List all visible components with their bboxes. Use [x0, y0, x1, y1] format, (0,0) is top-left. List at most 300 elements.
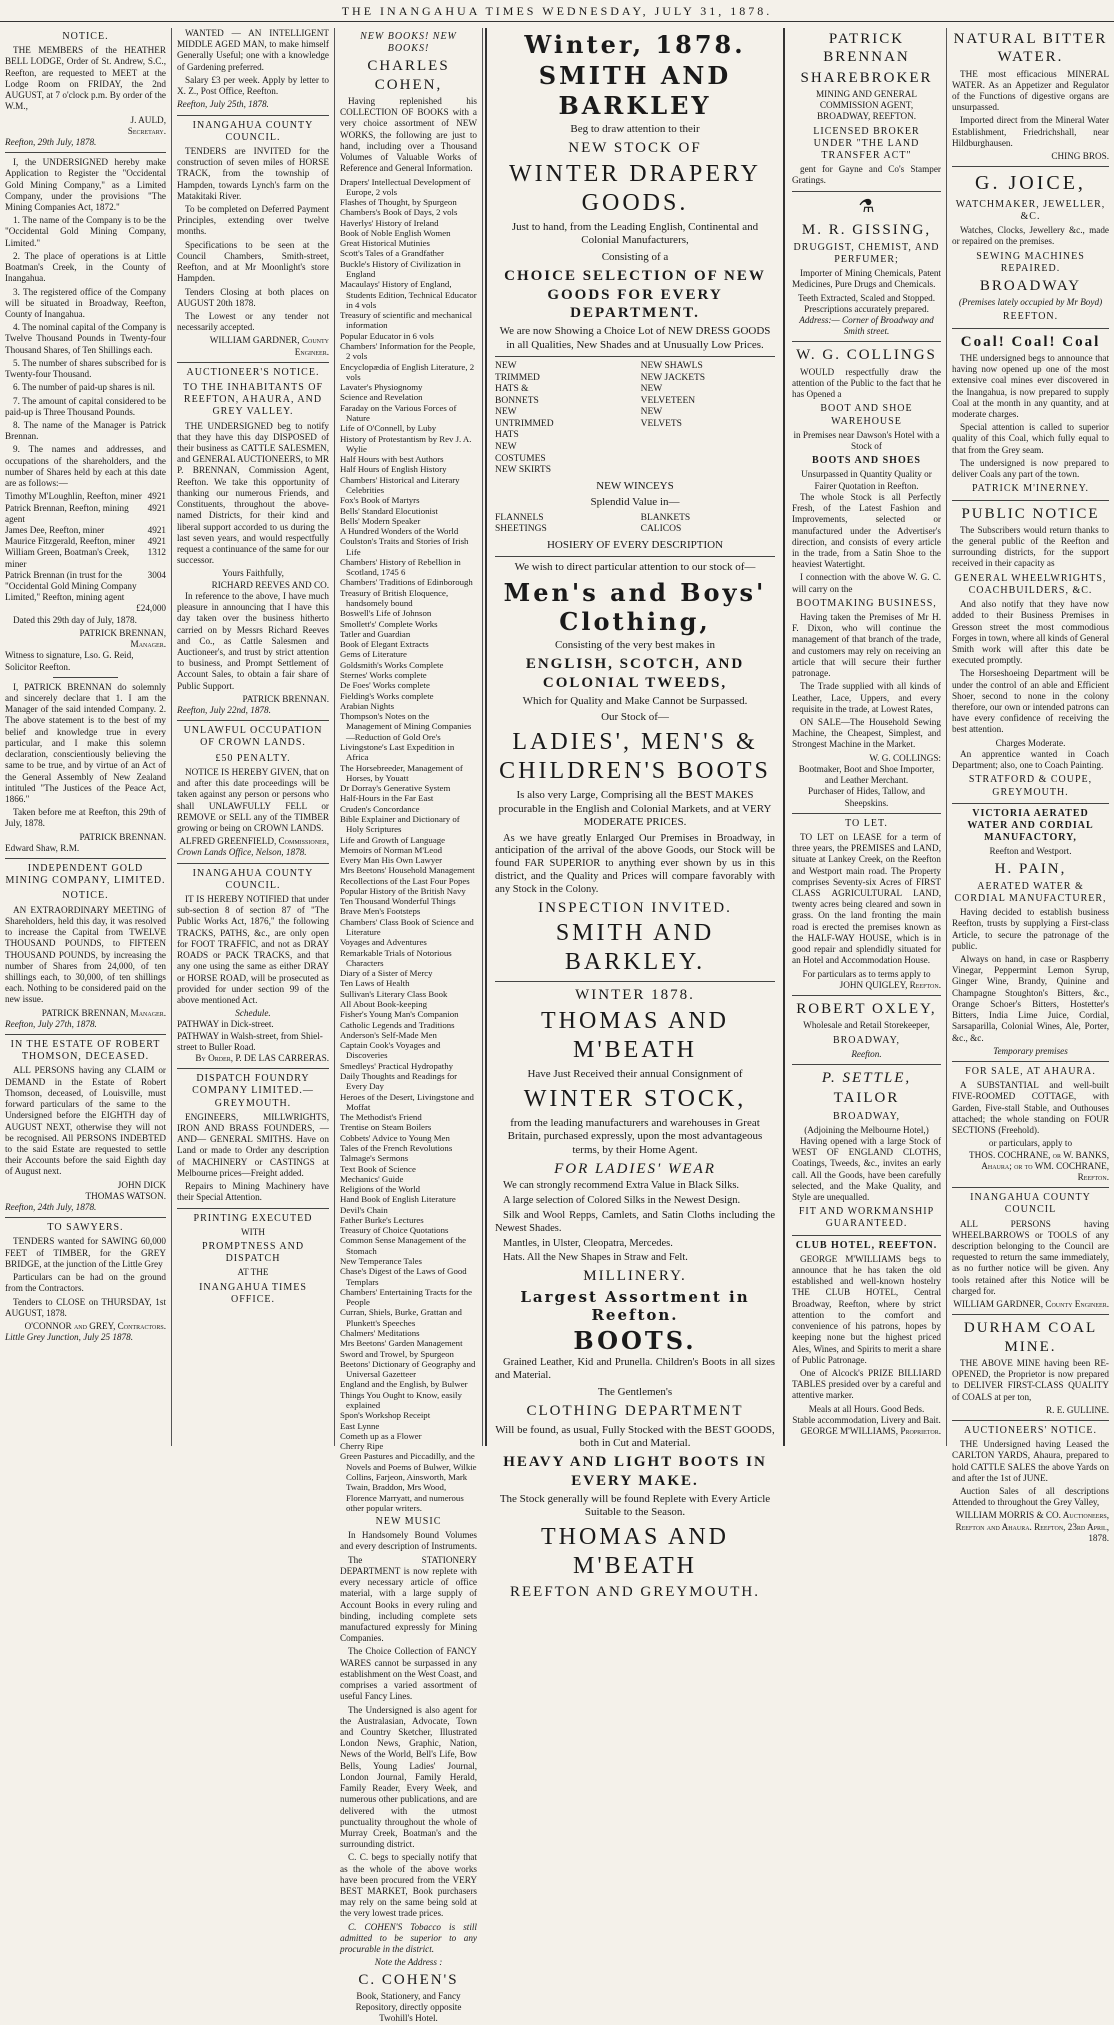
- manager-title: Manager.: [130, 639, 166, 650]
- colored-line: A large selection of Colored Silks in the Newest Design.: [503, 1195, 741, 1207]
- book-item: Cherry Ripe: [340, 1441, 384, 1452]
- divider: [177, 863, 329, 864]
- victoria-heading: VICTORIA AERATED WATER AND CORDIAL MANUFACTORY,: [967, 807, 1094, 844]
- ahaura-notice: A SUBSTANTIAL and well-built FIVE-ROOMED COTTAGE, with Garden, Five-stall Stable, and Outhouses attached; the whole standing on FOUR SECTIONS (Freehold).: [952, 1080, 1109, 1136]
- oxley-broadway: BROADWAY,: [832, 1034, 901, 1046]
- book-item: Bible Explainer and Dictionary of Holy Scriptures: [340, 813, 460, 835]
- joice-heading: G. JOICE,: [975, 172, 1086, 195]
- replete-line: The Stock generally will be found Replete with Every Article Suitable to the Season.: [499, 1493, 771, 1519]
- decided-notice: Having decided to establish business Reefton, trusts by supplying a First-class Article, to secure the patronage of the public.: [952, 907, 1109, 951]
- book-item: Life and Growth of Language: [340, 834, 446, 845]
- book-item: Haverlys' History of Ireland: [340, 217, 439, 228]
- gissing-heading: M. R. GISSING,: [801, 221, 932, 238]
- printing-office: INANGAHUA TIMES OFFICE.: [199, 1281, 307, 1305]
- shareholder-row: Timothy M'Loughlin, Reefton, miner 4921: [5, 491, 166, 502]
- brennan-heading: PATRICK BRENNAN: [823, 31, 910, 66]
- occidental-item: 3. The registered office of the Company will be situated in Broadway, Reefton, County of Inangahua.: [5, 286, 166, 319]
- smith-barkley-heading: SMITH AND BARKLEY: [538, 61, 732, 120]
- coal-heading: Coal! Coal! Coal: [960, 333, 1101, 350]
- column-1: [0, 28, 172, 1446]
- book-item: Boswell's Life of Johnson: [340, 608, 432, 619]
- unlawful-notice: NOTICE IS HEREBY GIVEN, that on and after this date proceedings will be taken against any person or persons who shall UNLAWFULLY FELL or REMOVE or SELL any of the TIMBER growing or being on CROWN LANDS.: [177, 766, 329, 833]
- address-label: Note the Address :: [374, 1957, 443, 1968]
- gardner-signature: WILLIAM GARDNER, County Engineer.: [953, 1299, 1109, 1310]
- book-item: Book of Elegant Extracts: [340, 639, 429, 650]
- independent-signature: PATRICK BRENNAN, Manager.: [41, 1007, 166, 1018]
- book-item: A Hundred Wonders of the World: [340, 526, 459, 537]
- declaration: I, PATRICK BRENNAN do solemnly and sincerely declare that 1. I am the Manager of the said intended Company. 2. The above statement is to the best of my belief and knowledge true in every particular, and I make this solemn declaration, conscientiously believing the same to be true, and by virtue of an Act of the General Assembly of New Zealand intituled "The Justices of the Peace Act, 1866.": [5, 681, 166, 804]
- sawyers-notice: TENDERS wanted for SAWING 60,000 FEET of TIMBER, for the GREY BRIDGE, at the junction of the Little Grey: [5, 1236, 166, 1269]
- hats-line: Hats. All the New Shapes in Straw and Felt.: [503, 1252, 688, 1264]
- will-be-found: Will be found, as usual, Fully Stocked with the BEST GOODS, both in Cut and Material.: [495, 1423, 775, 1450]
- works-notice: IT IS HEREBY NOTIFIED that under sub-section 8 of section 87 of "The Public Works Act, 1876," the following TRACKS, PATHS, &c., are only open for FOOT TRAFFIC, and not as DRAY ROADS or PACK TRACKS, and that any one using the same as either DRAY or HORSE ROAD, will be prosecuted as provided for under section 99 of the above mentioned Act.: [177, 893, 329, 1005]
- mcinerney-signature: PATRICK M'INERNEY.: [971, 483, 1090, 495]
- independent-notice: AN EXTRAORDINARY MEETING of Shareholders, held this day, it was resolved to increase the Capital from TWELVE THOUSAND POUNDS, to FIFTEEN THOUSAND POUNDS, by increasing the number of Shares from 24,000, of ten shillings each, to 30,000, of ten shillings each. Nothing to be considered paid on the new issue.: [5, 904, 166, 1005]
- connection-line: I connection with the above W. G. C. will carry on the: [792, 572, 941, 594]
- cohen-intro: Having replenished his COLLECTION OF BOOKS with a very choice assortment of NEW WORKS, the following are just to hand, including over a Thousand Volumes of Valuable Works of Reference and General Information.: [340, 95, 477, 174]
- book-item: Father Burke's Lectures: [340, 1214, 424, 1225]
- book-item: Thompson's Notes on the Management of Mining Companies—Reduction of Gold Ore's: [340, 711, 472, 742]
- book-item: Half Hours with best Authors: [340, 454, 444, 465]
- ching-signature: CHING BROS.: [1051, 151, 1109, 162]
- goods-list-2: FLANNELS SHEETINGS BLANKETS CALICOS: [495, 512, 691, 535]
- coal-special: Special attention is called to superior quality of this Coal, which fully equal to that from the Grey seam.: [952, 422, 1109, 455]
- location-footer: REEFTON AND GREYMOUTH.: [510, 1584, 760, 1601]
- sawyers-heading: TO SAWYERS.: [47, 1222, 124, 1234]
- book-item: Buckle's History of Civilization in England: [340, 258, 461, 280]
- club-notice: GEORGE M'WILLIAMS begs to announce that he has taken the old established and well-known hostelry THE CLUB HOTEL, Central Broadway, Reefton, where by strict attention to the comfort and convenience of his patrons, hopes by keeping none but the highest priced Ales, Wines, and Spirits to merit a share of Public Patronage.: [792, 1253, 941, 1365]
- lodge-signature: J. AULD,: [130, 114, 166, 125]
- brennan-date: Reefton, July 22nd, 1878.: [177, 705, 271, 716]
- book-item: Talmage's Sermons: [340, 1153, 409, 1164]
- forges-notice: And also notify that they have now added to their Business Premises in Gresson street the most commodious Forges in town, where all kinds of General Smith work will after this date be executed promptly.: [952, 599, 1110, 666]
- book-item: Tales of the French Revolutions: [340, 1142, 453, 1153]
- auctioneer-yours: Yours Faithfully,: [222, 568, 284, 579]
- printing-at: AT THE: [237, 1267, 269, 1278]
- book-item: Every Man His Own Lawyer: [340, 855, 443, 866]
- drapery-heading: WINTER DRAPERY GOODS.: [509, 160, 761, 216]
- commissioner-signature: ALFRED GREENFIELD, Commissioner,: [179, 836, 329, 847]
- oxley-heading: ROBERT OXLEY,: [796, 1001, 937, 1017]
- beg-line: Beg to draw attention to their: [570, 122, 700, 135]
- column-5: [787, 28, 947, 1446]
- book-item: Hand Book of English Literature: [340, 1194, 456, 1205]
- council-notice: ALL PERSONS having WHEELBARROWS or TOOLS of any description belonging to the Council are requested to return the same immediately, as no further notice will be given. Any tools retained after this Notice will be charged for.: [952, 1218, 1109, 1296]
- just-to-hand: Just to hand, from the Leading English, Continental and Colonial Manufacturers,: [511, 221, 759, 247]
- divider: [792, 813, 941, 814]
- divider: [952, 1420, 1109, 1421]
- manager-signature: PATRICK BRENNAN,: [79, 627, 166, 638]
- book-item: Bells' Modern Speaker: [340, 515, 421, 526]
- book-item: Livingstone's Last Expedition in Africa: [340, 741, 455, 763]
- divider: [792, 341, 941, 342]
- council-heading: INANGAHUA COUNTY COUNCIL: [970, 1192, 1091, 1216]
- unsurpassed-line: Unsurpassed in Quantity Quality or Fairer Quotation in Reefton.: [801, 469, 932, 491]
- ahaura-heading: FOR SALE, AT AHAURA.: [965, 1066, 1096, 1078]
- reefton-line: REEFTON.: [1002, 311, 1059, 323]
- hosiery: HOSIERY OF EVERY DESCRIPTION: [546, 538, 724, 551]
- divider: [952, 1061, 1109, 1062]
- foundry-repairs: Repairs to Mining Machinery have their Special Attention.: [177, 1181, 329, 1203]
- works-item: PATHWAY in Dick-street.: [177, 1019, 274, 1030]
- winter-stock-heading: WINTER STOCK,: [523, 1085, 747, 1112]
- stable-line: Stable accommodation, Livery and Bait.: [792, 1414, 941, 1425]
- licensed-line: LICENSED BROKER UNDER "THE LAND TRANSFER ACT": [813, 125, 920, 161]
- cohen-footer: C. COHEN'S: [358, 1971, 459, 1988]
- notice-heading: NOTICE.: [62, 890, 109, 902]
- club-heading: CLUB HOTEL, REEFTON.: [795, 1239, 938, 1251]
- occidental-application: I, the UNDERSIGNED hereby make Application to Register the "Occidental Gold Mining Company," as a Limited Company, under the provisions "The Mining Companies Act, 1872.": [5, 157, 166, 213]
- temporary-line: Temporary premises: [993, 1045, 1068, 1056]
- book-item: Chambers' Traditions of Edinborough: [340, 577, 473, 588]
- auctioneer-heading: AUCTIONEER'S NOTICE.: [186, 366, 320, 378]
- occidental-item: 8. The name of the Manager is Patrick Brennan.: [5, 419, 166, 442]
- tailor-heading: TAILOR: [833, 1090, 900, 1107]
- music-desc: In Handsomely Bound Volumes and every description of Instruments.: [340, 1530, 478, 1552]
- occidental-item: 4. The nominal capital of the Company is Twelve Thousand Pounds in Twenty-four Thousand Shares, of Ten Shillings each.: [5, 322, 166, 355]
- auctioneer-notice: THE UNDERSIGNED beg to notify that they have this day DISPOSED of their business as CATTLE SALESMEN, and GENERAL AUCTIONEERS, to MR P. BRENNAN, Commission Agent, Reefton. We take this opportunity of thanking our numerous Friends, and Constituents, throughout the above-named Districts, for their kind and liberal support accorded to us during the last seven years, and would respectfully request a continuance of the same for our successor.: [177, 420, 330, 566]
- music-heading: NEW MUSIC: [375, 1516, 442, 1528]
- book-list: [340, 177, 477, 1514]
- cochrane-signature: THOS. COCHRANE, or W. BANKS, Ahaura; or to WM. COCHRANE, Reefton.: [968, 1149, 1109, 1182]
- sawyers-particulars: Particulars can be had on the ground from the Contractors.: [5, 1272, 166, 1294]
- book-item: Mechanics' Guide: [340, 1173, 404, 1184]
- foundry-heading: DISPATCH FOUNDRY COMPANY LIMITED.—GREYMOUTH.: [192, 1073, 314, 1109]
- millinery-heading: MILLINERY.: [583, 1268, 687, 1285]
- divider: [952, 1187, 1109, 1188]
- book-item: Cruden's Concordance: [340, 803, 420, 814]
- book-item: Chambers' Entertaining Tracts for the People: [340, 1286, 473, 1308]
- book-item: Chase's Digest of the Laws of Good Templars: [340, 1266, 467, 1287]
- consisting: Consisting of a: [601, 250, 669, 263]
- divider: [792, 1064, 941, 1065]
- book-item: Remarkable Trials of Notorious Characters: [340, 947, 452, 968]
- book-item: New Temperance Tales: [340, 1256, 422, 1267]
- book-item: Chambers' History of Rebellion in Scotland, 1745 6: [340, 556, 461, 578]
- settle-heading: P. SETTLE,: [821, 1069, 912, 1086]
- agent-desc: The Undersigned is also agent for the Australasian, Advocate, Town and Country Sketcher, Illustrated London News, Graphic, Nation, News of the World, Bell's Life, Bow Bells, Young Ladies' Journal, London Journal, Family Herald, Family Reader, Every Week, and numerous other publications, and are delivered with the utmost punctuality throughout the whole of Murray Creek, Boatman's and the surrounding district.: [340, 1704, 477, 1850]
- book-item: Catholic Legends and Traditions: [340, 1019, 455, 1030]
- gayne-line: gent for Gayne and Co's Stamper Gratings.: [792, 164, 941, 186]
- winter-heading: Winter, 1878.: [524, 30, 746, 59]
- broadway-heading: BROADWAY: [979, 277, 1082, 294]
- column-6: [947, 28, 1114, 1543]
- horseshoeing-notice: The Horseshoeing Department will be under the control of an able and Efficient Shoer, second to none in the colony therefore, our own or intended patrons can have every confidence of receiving the best attention.: [952, 668, 1109, 735]
- book-item: Religions of the World: [340, 1184, 421, 1195]
- column-3: [335, 28, 483, 2024]
- book-item: Tatler and Guardian: [340, 628, 411, 639]
- estate-signature: THOMAS WATSON.: [85, 1190, 166, 1201]
- works-signature: By Order, P. DE LAS CARRERAS.: [195, 1053, 329, 1064]
- book-item: All About Book-keeping: [340, 999, 427, 1009]
- showing-line: We are now Showing a Choice Lot of NEW DRESS GOODS in all Qualities, New Shades and at Unusually Low Prices.: [499, 325, 771, 351]
- sewing-heading: SEWING MACHINES REPAIRED.: [976, 250, 1085, 274]
- smith-barkley-footer: SMITH AND BARKLEY.: [555, 919, 715, 976]
- divider: [792, 995, 941, 996]
- premises-line: in Premises near Dawson's Hotel with a Stock of: [793, 429, 940, 452]
- divider: [5, 858, 166, 859]
- grained-line: Grained Leather, Kid and Prunella. Children's Boots in all sizes and Material.: [495, 1357, 775, 1382]
- book-item: The Methodist's Friend: [340, 1112, 422, 1123]
- book-item: Devil's Chain: [340, 1204, 388, 1215]
- meals-line: Meals at all Hours. Good Beds.: [808, 1403, 925, 1414]
- our-stock: Our Stock of—: [601, 711, 669, 724]
- boots-shoes-heading: BOOTS AND SHOES: [812, 455, 921, 467]
- book-item: Dr Dorray's Generative System: [340, 783, 451, 794]
- consisting-2: Consisting of the very best makes in: [554, 639, 716, 652]
- coal-deliver: The undersigned is now prepared to deliver Coals any part of the town.: [952, 457, 1109, 480]
- book-item: Goldsmith's Works Complete: [340, 659, 444, 670]
- durham-notice: THE ABOVE MINE having been RE-OPENED, the Proprietor is now prepared to DELIVER FIRST-CLASS QUALITY of COALS at per ton,: [952, 1357, 1109, 1402]
- book-item: Bells' Standard Elocutionist: [340, 505, 438, 516]
- book-item: Fox's Book of Martyrs: [340, 495, 420, 506]
- thomas-footer: THOMAS AND M'BEATH: [540, 1523, 729, 1580]
- boots-desc: Is also very Large, Comprising all the BEST MAKES procurable in the English and Colonial Markets, and at VERY MODERATE PRICES.: [498, 789, 772, 829]
- divider: [177, 1208, 329, 1209]
- wanted-date: Reefton, July 25th, 1878.: [177, 99, 269, 110]
- auctioneers-notice: THE Undersigned having Leased the CARLTON YARDS, Ahaura, prepared to hold CATTLE SALES the above Yards on and after the 1st of JUNE.: [952, 1439, 1109, 1483]
- bitter-notice: THE most efficacious MINERAL WATER. As an Appetizer and Regulator of the Functions of digestive organs are unsurpassed.: [952, 68, 1109, 113]
- book-item: Drapers' Intellectual Development of Europe, 2 vols: [340, 176, 471, 197]
- book-item: Half Hours of English History: [340, 464, 447, 475]
- column-4: [485, 28, 785, 1601]
- lodge-date: Reefton, 29th July, 1878.: [5, 136, 97, 147]
- taken-before: Taken before me at Reefton, this 29th of July, 1878.: [5, 807, 166, 829]
- mining-agent: MINING AND GENERAL COMMISSION AGENT,: [815, 88, 918, 111]
- new-stock: NEW STOCK OF: [568, 140, 702, 157]
- gulline-signature: R. E. GULLINE.: [1045, 1404, 1109, 1415]
- crown-office: Crown Lands Office, Nelson, 1878.: [177, 847, 307, 858]
- club-signature: GEORGE M'WILLIAMS, Proprietor.: [800, 1426, 941, 1437]
- apply-line: or particulars, apply to: [988, 1138, 1073, 1149]
- watches-line: Watches, Clocks, Jewellery &c., made or repaired on the premises.: [952, 225, 1109, 247]
- book-item: Captain Cook's Voyages and Discoveries: [340, 1040, 441, 1061]
- ladies-wear-heading: FOR LADIES' WEAR: [554, 1161, 716, 1178]
- auctioneer-address: TO THE INHABITANTS OF REEFTON, AHAURA, AND GREY VALLEY.: [182, 382, 324, 418]
- tenders-specs: Specifications to be seen at the Council Chambers, Smith-street, Reefton, and at Mr Moonlight's store Hampden.: [177, 239, 329, 284]
- wish-line: We wish to direct particular attention to our stock of—: [514, 561, 756, 574]
- book-item: Recollections of the Last Four Popes: [340, 875, 470, 886]
- divider: [5, 1034, 166, 1035]
- unlawful-heading: UNLAWFUL OCCUPATION OF CROWN LANDS.: [183, 725, 323, 749]
- book-item: Heroes of the Desert, Livingstone and Moffat: [340, 1091, 474, 1112]
- book-item: Treasury of scientific and mechanical information: [340, 310, 473, 331]
- settle-notice: Having opened with a large Stock of WEST OF ENGLAND CLOTHS, Coatings, Tweeds, &c., invites an early call. All the Goods, have been carefully selected, and the Make Quality, and Style are unequalled.: [792, 1135, 941, 1203]
- inspection-heading: INSPECTION INVITED.: [538, 899, 732, 916]
- sawyers-signature: O'CONNOR and GREY, Contractors.: [24, 1320, 166, 1331]
- book-item: Ten Thousand Wonderful Things: [340, 896, 456, 907]
- book-item: Green Pastures and Piccadilly, and the Novels and Poems of Bulwer, Wilkie Collins, Farjeon, Ainsworth, Mark Twain, Braddon, Mrs Wood, Florence Marryatt, and numerous other popular writers.: [340, 1451, 477, 1513]
- book-item: Treasury of Choice Quotations: [340, 1225, 449, 1236]
- book-item: Book of Noble English Women: [340, 227, 451, 238]
- column-2: [172, 28, 335, 1446]
- estate-notice: ALL PERSONS having any CLAIM or DEMAND in the Estate of Robert Thomson, deceased, of Louisville, must forward particulars of the same to the Undersigned before the EIGHTH day of AUGUST NEXT, otherwise they will not be recognised. All PERSONS INDEBTED to the said Estate are requested to settle their Accounts before the said Eighth day of August next.: [5, 1065, 166, 1177]
- divider: [952, 328, 1109, 329]
- premises-line: (Premises lately occupied by Mr Boyd): [958, 297, 1103, 308]
- book-item: England and the English, by Bulwer: [340, 1379, 468, 1390]
- book-item: Sullivan's Literary Class Book: [340, 988, 448, 999]
- tobacco-note: C. C. begs to specially notify that as the whole of the above works have been procured from the VERY BEST MARKET, Book purchasers may rely on the same being sold at the very lowest trade prices.: [340, 1852, 477, 1919]
- printing-heading: PRINTING EXECUTED: [193, 1212, 313, 1224]
- book-item: Popular History of the British Navy: [340, 885, 466, 896]
- thomas-heading: THOMAS AND M'BEATH: [540, 1007, 729, 1063]
- book-item: Anderson's Self-Made Men: [340, 1029, 437, 1040]
- book-item: Lavater's Physiognomy: [340, 382, 423, 393]
- book-item: Common Sense Management of the Stomach: [340, 1235, 467, 1256]
- book-item: East Lynne: [340, 1420, 380, 1431]
- mens-clothing-heading: Men's and Boys' Clothing,: [503, 577, 767, 636]
- apprentice-line: An apprentice wanted in Coach Department; also, one to Coach Painting.: [952, 748, 1109, 771]
- schedule-label: Schedule.: [235, 1008, 271, 1019]
- quigley-signature: JOHN QUIGLEY, Reefton.: [839, 979, 941, 990]
- magistrate: Edward Shaw, R.M.: [5, 842, 80, 853]
- book-item: Beetons' Dictionary of Geography and Universal Gazetteer: [340, 1358, 476, 1380]
- divider: [177, 720, 329, 721]
- adjoining-line: (Adjoining the Melbourne Hotel,): [804, 1124, 929, 1135]
- tenders-notice: TENDERS are INVITED for the construction of seven miles of HORSE TRACK, from the township of Hampden, towards Lynch's farm on the Matakitaki River.: [177, 145, 329, 201]
- charges-line: Charges Moderate.: [995, 737, 1066, 748]
- divider: [952, 1314, 1109, 1315]
- sharebroker-heading: SHAREBROKER: [800, 69, 933, 86]
- book-item: Fisher's Young Man's Companion: [340, 1009, 459, 1020]
- pain-heading: H. PAIN,: [994, 860, 1067, 877]
- penalty-heading: £50 PENALTY.: [215, 752, 291, 764]
- imported-line: Imported direct from the Mineral Water Establishment, Friedrichshall, near Hildburghausen.: [952, 115, 1109, 148]
- reeves-signature: RICHARD REEVES AND CO.: [211, 579, 329, 590]
- divider: [792, 191, 941, 192]
- council-heading: INANGAHUA COUNTY COUNCIL.: [192, 119, 314, 143]
- coal-notice: THE undersigned begs to announce that having now opened up one of the most extensive coal mines ever discovered in the Inangahua, is now prepared to supply Coal at the month in any quantity, and at moderate charges.: [952, 352, 1109, 420]
- whole-stock: The whole Stock is all Perfectly Fresh, of the Latest Fashion and Improvements, selected or manufactured under the Advertiser's direction, and consists of every article in the trade, from a Satin Shoe to the heaviest Watertight.: [792, 491, 941, 570]
- silks-line: We can strongly recommend Extra Value in Black Silks.: [503, 1180, 740, 1192]
- tenders-closing: Tenders Closing at both places on AUGUST 20th 1878.: [177, 286, 329, 308]
- clothing-dept-heading: CLOTHING DEPARTMENT: [526, 1403, 744, 1420]
- divider: [177, 1068, 329, 1069]
- heavy-boots-heading: HEAVY AND LIGHT BOOTS IN EVERY MAKE.: [503, 1454, 767, 1489]
- occidental-item: 5. The number of shares subscribed for is Twenty-four Thousand.: [5, 357, 166, 380]
- stratford-signature: STRATFORD & COUPE, GREYMOUTH.: [968, 774, 1093, 798]
- winceys: NEW WINCEYS: [596, 479, 674, 492]
- works-item: PATHWAY in Walsh-street, from Shiel-street to Buller Road.: [177, 1030, 323, 1052]
- to-let-notice: TO LET on LEASE for a term of three years, the PREMISES and LAND, situate at Lankey Creek, on the Reefton and Westport main road. The Property comprises Seventy-six Acres of FIRST CLASS AGRICULTURAL LAND, twenty acres being cleared and sown in grass. On the land fronting the main road is erected the premises known as the HALF-WAY HOUSE, which is in good repair and splendidly situated for an Hotel and Accommodation House.: [792, 831, 941, 966]
- boots-2-heading: BOOTS.: [573, 1326, 697, 1356]
- divider: [177, 362, 329, 363]
- goods-list: NEW TRIMMED HATS & BONNETS NEW UNTRIMMED HATS NEW COSTUMES NEW SKIRTS NEW SHAWLS NEW JACKETS NEW VELVETEEN NEW VELVETS: [495, 360, 706, 476]
- divider: [952, 166, 1109, 167]
- winter-2-heading: WINTER 1878.: [575, 987, 695, 1004]
- choice-heading: CHOICE SELECTION OF NEW GOODS FOR EVERY DEPARTMENT.: [504, 268, 766, 321]
- divider: [792, 1235, 941, 1236]
- wanted-ad: WANTED — AN INTELLIGENT MIDDLE AGED MAN, to make himself Generally Useful; one with a knowledge of Gardening preferred.: [177, 28, 329, 72]
- book-item: Coulston's Traits and Stories of Irish Life: [340, 536, 469, 557]
- occidental-item: 2. The place of operations is at Little Boatman's Creek, in the County of Inangahua.: [5, 250, 166, 284]
- book-item: Popular Educator in 6 vols: [340, 330, 434, 341]
- book-item: Encyclopædia of English Literature, 2 vols: [340, 361, 475, 382]
- book-item: Smedleys' Practical Hydropathy: [340, 1060, 453, 1071]
- enlarged-notice: As we have greatly Enlarged Our Premises in Broadway, in anticipation of the arrival of the above Goods, our Stock will be found FAR SUPERIOR to anything ever shown by us in this district, and the Quality and Prices will compare favorably with any Stock in the Colony.: [495, 832, 775, 895]
- book-item: Curran, Shiels, Burke, Grattan and Plunkett's Speeches: [340, 1307, 462, 1328]
- having-taken: Having taken the Premises of Mr H. F. Dixon, who will continue the management of that branch of the trade, and customers may rely on receiving an article that will secure their further patronage.: [792, 612, 941, 679]
- wheelwrights-heading: GENERAL WHEELWRIGHTS, COACHBUILDERS, &C.: [954, 572, 1107, 596]
- divider: [952, 803, 1109, 804]
- book-item: Gems of Literature: [340, 649, 407, 660]
- shareholder-row: Patrick Brennan (in trust for the "Occidental Gold Mining Company Limited," Reefton, mining agent 3004: [5, 569, 166, 603]
- book-item: Daily Thoughts and Readings for Every Day: [340, 1070, 458, 1092]
- book-item: Spon's Workshop Receipt: [340, 1410, 431, 1421]
- book-item: Mrs Beetons' Household Management: [340, 865, 475, 876]
- gentlemen-line: The Gentlemen's: [597, 1385, 673, 1398]
- importer-line: Importer of Mining Chemicals, Patent Medicines, Pure Drugs and Chemicals.: [792, 268, 941, 290]
- shares-total: £24,000: [136, 603, 166, 614]
- auctioneers-heading: AUCTIONEERS' NOTICE.: [964, 1424, 1097, 1436]
- fancy-desc: The Choice Collection of FANCY WARES cannot be surpassed in any establishment on the West Coast, and comprises a varied assortment of useful Fancy Lines.: [340, 1646, 477, 1702]
- largest-heading: Largest Assortment in Reefton.: [520, 1287, 750, 1324]
- council-heading: INANGAHUA COUNTY COUNCIL.: [192, 867, 314, 891]
- book-item: Chambers' Information for the People, 2 vols: [340, 341, 476, 362]
- settle-broadway: BROADWAY,: [832, 1110, 901, 1122]
- collings-signature: W. G. COLLINGS:: [869, 752, 941, 763]
- book-item: De Foes' Works complete: [340, 680, 430, 691]
- book-item: Chambers' Class Book of Science and Literature: [340, 916, 474, 938]
- new-books-heading: NEW BOOKS! NEW BOOKS!: [360, 31, 457, 55]
- divider: [5, 1217, 166, 1218]
- public-notice-heading: PUBLIC NOTICE: [961, 505, 1100, 522]
- purchaser-line: Purchaser of Hides, Tallow, and Sheepskins.: [808, 786, 925, 808]
- broadway-line: BROADWAY, REEFTON.: [816, 111, 917, 122]
- victoria-loc: Reefton and Westport.: [989, 846, 1072, 857]
- declarant-signature: PATRICK BRENNAN.: [79, 831, 166, 842]
- storekeeper-line: Wholesale and Retail Storekeeper,: [803, 1020, 930, 1031]
- book-item: Flashes of Thought, by Spurgeon: [340, 197, 457, 208]
- auctioneers-notice-2: Auction Sales of all descriptions Attended to throughout the Grey Valley,: [952, 1486, 1109, 1508]
- book-item: Memoirs of Norman M'Leod: [340, 844, 442, 855]
- bootmaking-heading: BOOTMAKING BUSINESS,: [796, 597, 937, 609]
- brennan-signature: PATRICK BRENNAN.: [242, 693, 329, 704]
- boots-heading: LADIES', MEN'S & CHILDREN'S BOOTS: [499, 728, 771, 785]
- durham-heading: DURHAM COAL MINE.: [963, 1320, 1098, 1355]
- druggist-heading: DRUGGIST, CHEMIST, AND PERFUMER;: [793, 241, 940, 265]
- gissing-address: Address:— Corner of Broadway and Smith street.: [799, 315, 934, 337]
- divider: [495, 981, 775, 982]
- book-item: Ten Laws of Health: [340, 978, 410, 989]
- estate-signature: JOHN DICK: [117, 1179, 166, 1190]
- on-sale: ON SALE—The Household Sewing Machine, the Cheapest, Simplest, and Strongest Machine in the Market.: [792, 717, 941, 750]
- book-item: Treasury of British Eloquence, handsomely bound: [340, 587, 449, 609]
- book-item: Macaulays' History of England, Students Edition, Technical Educator in 4 vols: [340, 279, 477, 310]
- lodge-notice: THE MEMBERS of the HEATHER BELL LODGE, Order of St. Andrew, S.C., Reefton, are requested to MEET at the Lodge Room on FRIDAY, the 2nd AUGUST, at 7 o'clock p.m. By order of the W.M.,: [5, 45, 166, 112]
- divider: [53, 677, 117, 678]
- alcock-line: One of Alcock's PRIZE BILLIARD TABLES presided over by a careful and attentive marker.: [792, 1367, 941, 1401]
- shareholder-row: Maurice Fitzgerald, Reefton, miner 4921: [5, 536, 166, 547]
- watchmaker-heading: WATCHMAKER, JEWELLER, &C.: [955, 198, 1106, 222]
- book-item: Cometh up as a Flower: [340, 1430, 422, 1441]
- witness: Witness to signature, Lso. G. Reid, Solicitor Reefton.: [5, 650, 134, 672]
- book-item: History of Protestantism by Rev J. A. Wylie: [340, 433, 472, 454]
- book-item: Scott's Tales of a Grandfather: [340, 248, 444, 259]
- occidental-item: 7. The amount of capital considered to be paid-up is Three Thousand Pounds.: [5, 395, 166, 417]
- book-item: Voyages and Adventures: [340, 937, 427, 948]
- sawyers-close: Tenders to CLOSE on THURSDAY, 1st AUGUST, 1878.: [5, 1296, 166, 1318]
- independent-date: Reefton, July 27th, 1878.: [5, 1018, 97, 1029]
- trade-supplied: The Trade supplied with all kinds of Leather, Lace, Uppers, and every requisite in the trade, at Lowest Rates,: [792, 681, 941, 714]
- book-item: Text Book of Science: [340, 1163, 416, 1174]
- estate-heading: IN THE ESTATE OF ROBERT THOMSON, DECEASED.: [10, 1039, 161, 1063]
- tobacco-desc: C. COHEN'S Tobacco is still admitted to be superior to any procurable in the district.: [340, 1921, 477, 1955]
- tweeds-heading: ENGLISH, SCOTCH, AND COLONIAL TWEEDS,: [525, 656, 745, 691]
- estate-date: Reefton, 24th July, 1878.: [5, 1202, 97, 1213]
- prescriptions-line: Prescriptions accurately prepared.: [804, 303, 929, 314]
- tenders-lowest: The Lowest or any tender not necessarily accepted.: [177, 310, 329, 333]
